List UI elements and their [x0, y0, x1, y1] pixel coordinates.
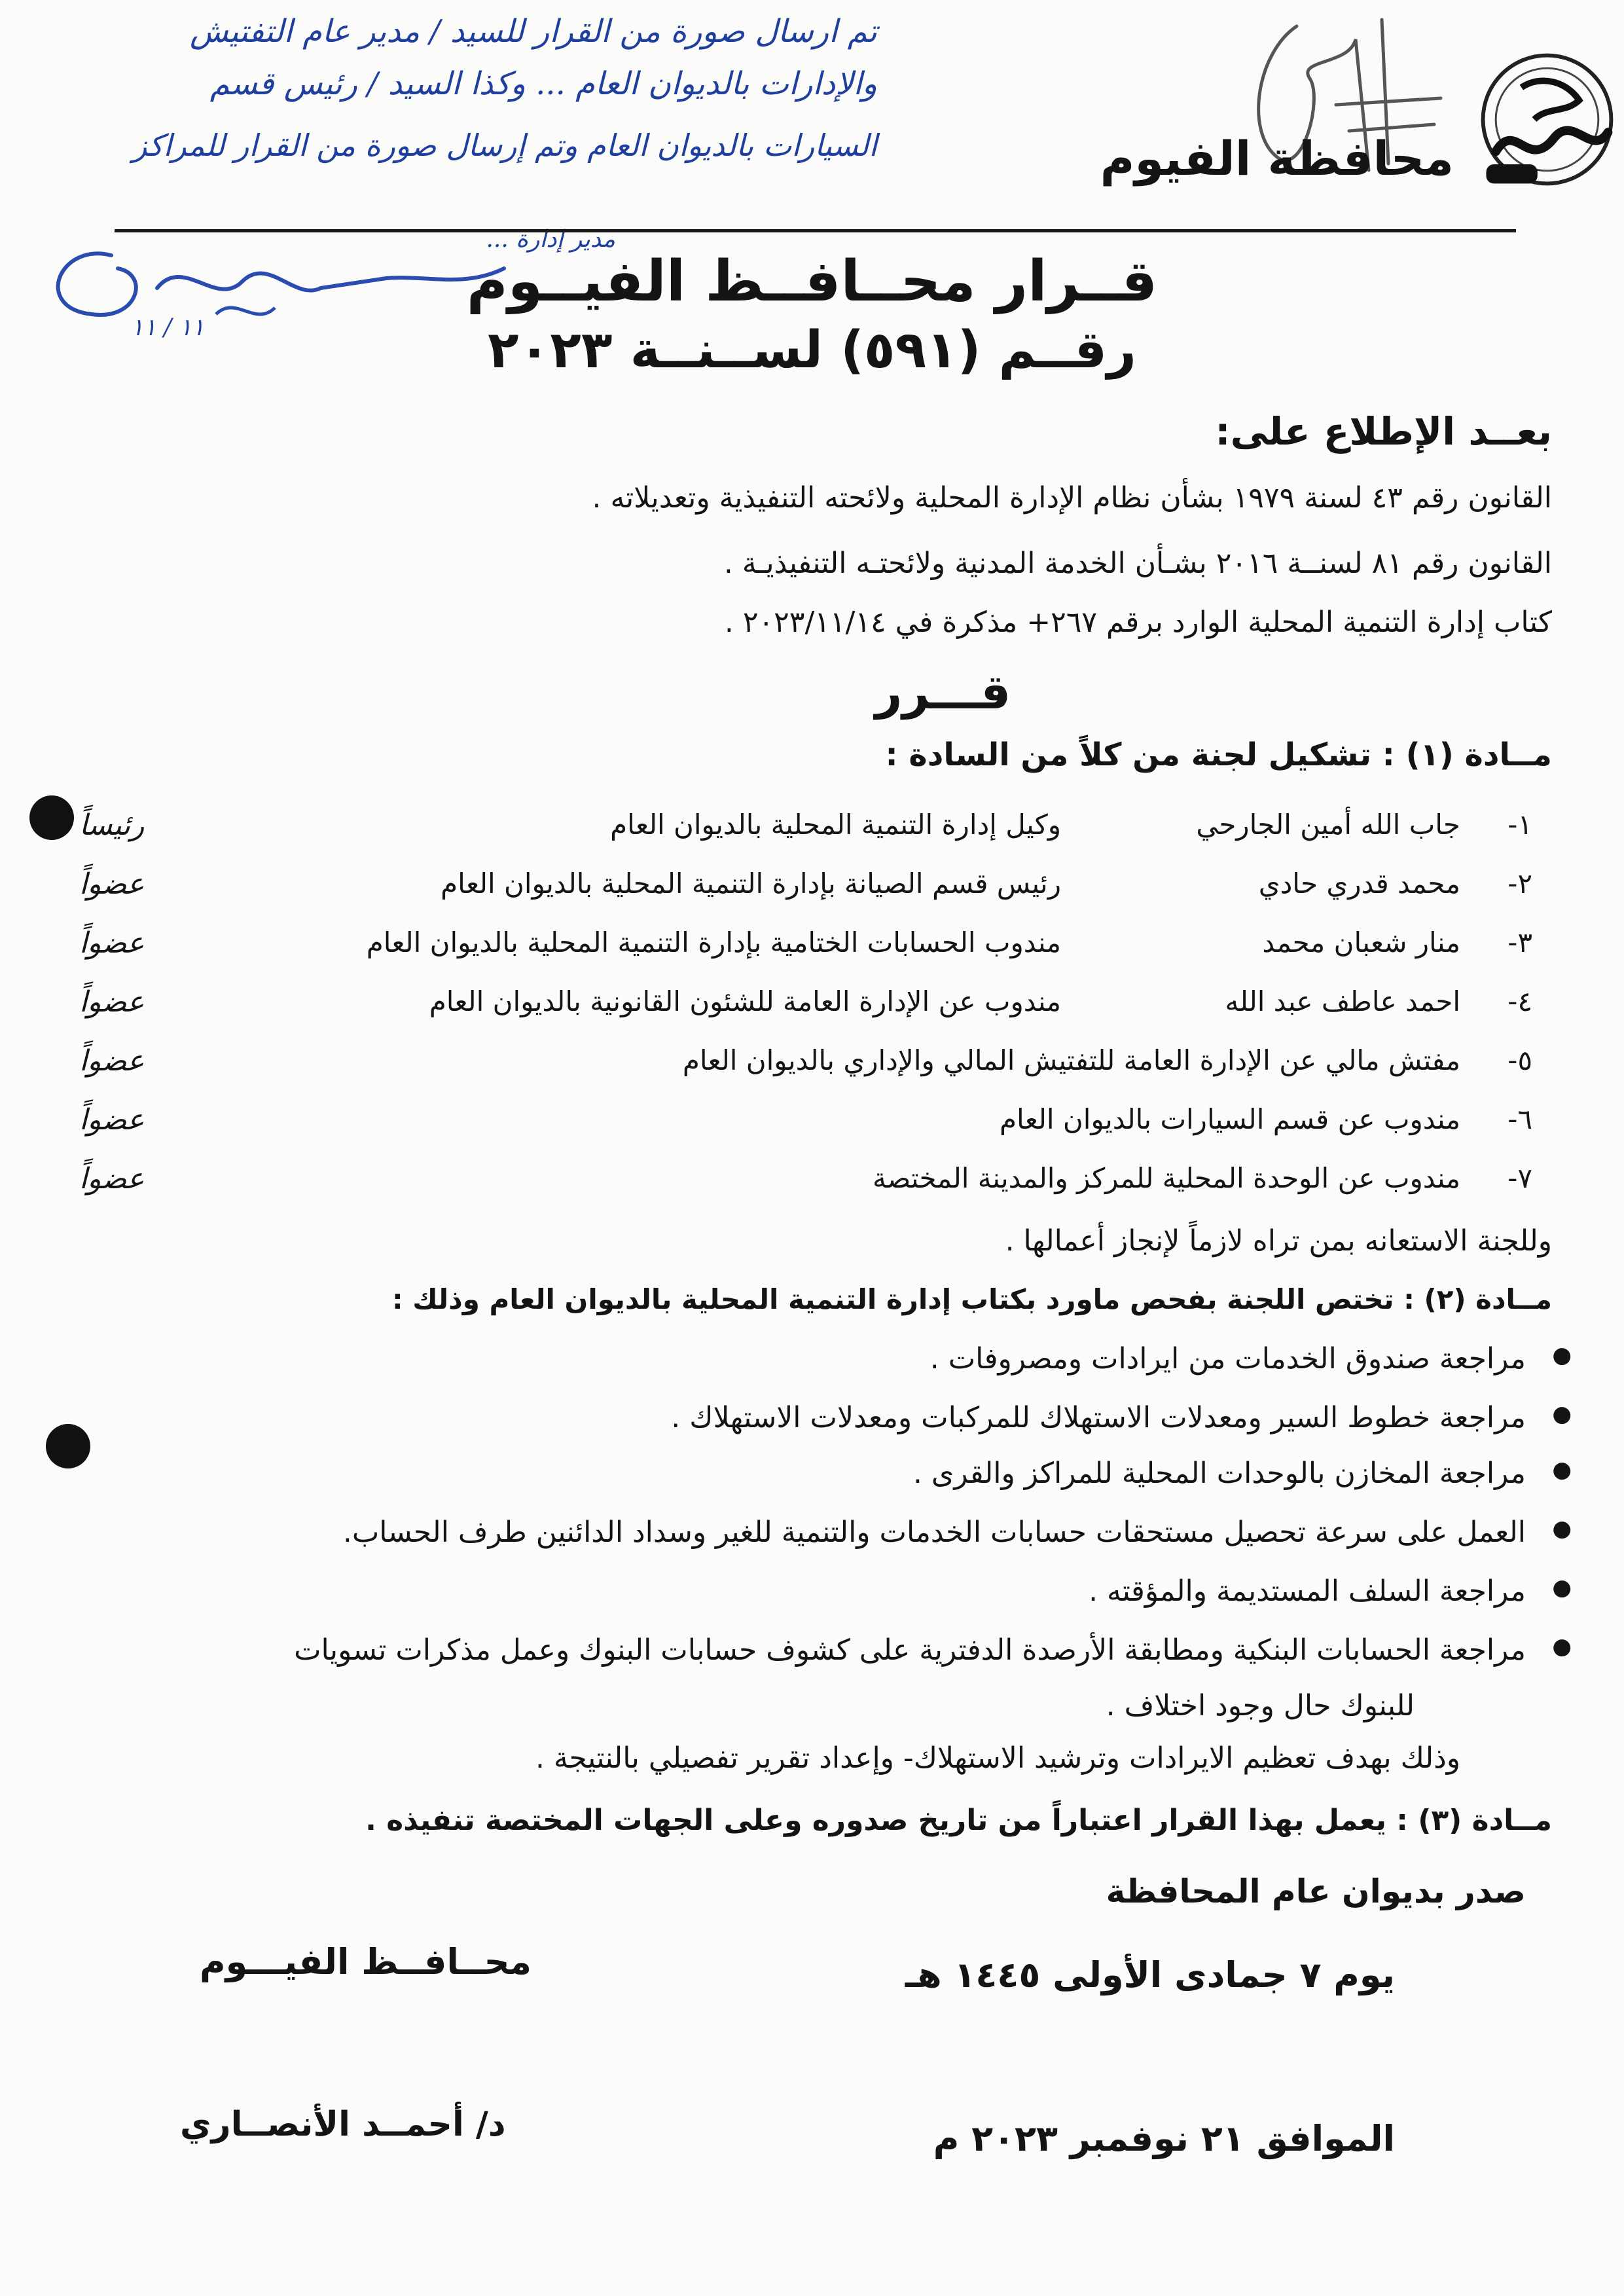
member-rank: عضواً [79, 1103, 145, 1137]
preamble-heading: بعــد الإطلاع على: [1215, 409, 1552, 454]
committee-member-row [79, 1103, 1532, 1156]
reference-law-43: القانون رقم ٤٣ لسنة ١٩٧٩ بشأن نظام الإدارة المحلية ولائحته التنفيذية وتعديلاته . [592, 481, 1552, 515]
task-item: ● العمل على سرعة تحصيل مستحقات حسابات الخدمات والتنمية للغير وسداد الدائنين طرف الحساب. [343, 1516, 1526, 1549]
issued-at: صدر بديوان عام المحافظة [1106, 1872, 1526, 1910]
governor-title: محــافــظ الفيـــوم [200, 1941, 532, 1982]
decree-number: رقــم (٥٩١) لســنــة ٢٠٢٣ [488, 321, 1136, 380]
task-item: ● مراجعة المخازن بالوحدات المحلية للمراكز والقرى . [913, 1457, 1526, 1490]
handwritten-line: مدير إدارة ... [486, 226, 615, 253]
member-role: رئيس قسم الصيانة بإدارة التنمية المحلية بالديوان العام [441, 867, 1061, 900]
member-role: مندوب عن الوحدة المحلية للمركز والمدينة المختصة [872, 1162, 1460, 1194]
reference-letter: كتاب إدارة التنمية المحلية الوارد برقم ٢٦٧+ مذكرة في ٢٠٢٣/١١/١٤ . [724, 606, 1552, 639]
governor-name: د/ أحمــد الأنصــاري [180, 2105, 506, 2144]
member-rank: عضواً [79, 926, 145, 960]
committee-member-row [79, 926, 1532, 979]
member-role: مندوب الحسابات الختامية بإدارة التنمية المحلية بالديوان العام [366, 926, 1061, 958]
task-item: ● مراجعة صندوق الخدمات من ايرادات ومصروفات . [930, 1342, 1526, 1376]
committee-member-row [79, 1162, 1532, 1214]
member-rank: عضواً [79, 1162, 145, 1195]
gregorian-date: الموافق ٢١ نوفمبر ٢٠٢٣ م [933, 2118, 1395, 2159]
committee-note: وللجنة الاستعانه بمن تراه لازماً لإنجاز أعمالها . [1005, 1224, 1552, 1258]
punch-hole [46, 1424, 90, 1468]
member-number: ٣- [1507, 926, 1532, 958]
member-rank: رئيساً [79, 809, 145, 842]
member-number: ٧- [1507, 1162, 1532, 1194]
committee-member-row [79, 985, 1532, 1038]
decided-heading: قـــرر [875, 665, 1011, 720]
committee-member-row [79, 809, 1532, 861]
member-name: جاب الله أمين الجارحي [1196, 809, 1460, 841]
member-number: ٦- [1507, 1103, 1532, 1135]
member-role: مندوب عن قسم السيارات بالديوان العام [1000, 1103, 1460, 1135]
task-item: ● مراجعة السلف المستديمة والمؤقته . [1089, 1575, 1526, 1608]
article-3-heading: مــادة (٣) : يعمل بهذا القرار اعتباراً من تاريخ صدوره وعلى الجهات المختصة تنفيذه . [365, 1804, 1552, 1837]
member-name: محمد قدري حادي [1258, 867, 1460, 900]
hijri-date: يوم ٧ جمادى الأولى ١٤٤٥ هـ [905, 1954, 1395, 1995]
governorate-seal-logo [1470, 43, 1624, 196]
task-item: ● مراجعة خطوط السير ومعدلات الاستهلاك للمركبات ومعدلات الاستهلاك . [671, 1401, 1526, 1434]
member-rank: عضواً [79, 867, 145, 901]
punch-hole [29, 795, 74, 840]
member-name: احمد عاطف عبد الله [1225, 985, 1460, 1017]
task-item: ● مراجعة الحسابات البنكية ومطابقة الأرصدة الدفترية على كشوف حسابات البنوك وعمل مذكرات تسويات [294, 1633, 1526, 1667]
governorate-name: محافظة الفيوم [1100, 131, 1454, 186]
member-number: ٢- [1507, 867, 1532, 900]
handwritten-line: والإدارات بالديوان العام ... وكذا السيد / رئيس قسم [209, 65, 877, 102]
handwritten-line: تم ارسال صورة من القرار للسيد / مدير عام التفتيش [189, 13, 877, 50]
task-item-continuation: للبنوك حال وجود اختلاف . [1106, 1689, 1415, 1722]
committee-member-row [79, 1044, 1532, 1097]
member-number: ٥- [1507, 1044, 1532, 1076]
article-1-heading: مــادة (١) : تشكيل لجنة من كلاً من السادة : [885, 737, 1552, 773]
reference-law-81: القانون رقم ٨١ لسنــة ٢٠١٦ بشـأن الخدمة المدنية ولائحتـه التنفيذيـة . [723, 547, 1552, 580]
member-role: مندوب عن الإدارة العامة للشئون القانونية بالديوان العام [429, 985, 1061, 1017]
article-2-purpose: وذلك بهدف تعظيم الايرادات وترشيد الاستهلاك- وإعداد تقرير تفصيلي بالنتيجة . [535, 1741, 1460, 1775]
member-rank: عضواً [79, 985, 145, 1019]
header-divider [115, 229, 1516, 232]
member-role: مفتش مالي عن الإدارة العامة للتفتيش المالي والإداري بالديوان العام [682, 1044, 1460, 1076]
handwritten-initials-date: ١١ / ١١ [131, 314, 205, 341]
member-name: منار شعبان محمد [1262, 926, 1460, 958]
article-2-heading: مــادة (٢) : تختص اللجنة بفحص ماورد بكتاب إدارة التنمية المحلية بالديوان العام وذلك : [391, 1283, 1552, 1315]
member-number: ١- [1507, 809, 1532, 841]
decree-title: قــرار محــافــظ الفيــوم [466, 249, 1158, 314]
member-role: وكيل إدارة التنمية المحلية بالديوان العام [610, 809, 1061, 841]
member-rank: عضواً [79, 1044, 145, 1078]
member-number: ٤- [1507, 985, 1532, 1017]
committee-member-row [79, 867, 1532, 920]
handwritten-line: السيارات بالديوان العام وتم إرسال صورة من القرار للمراكز [132, 128, 877, 163]
